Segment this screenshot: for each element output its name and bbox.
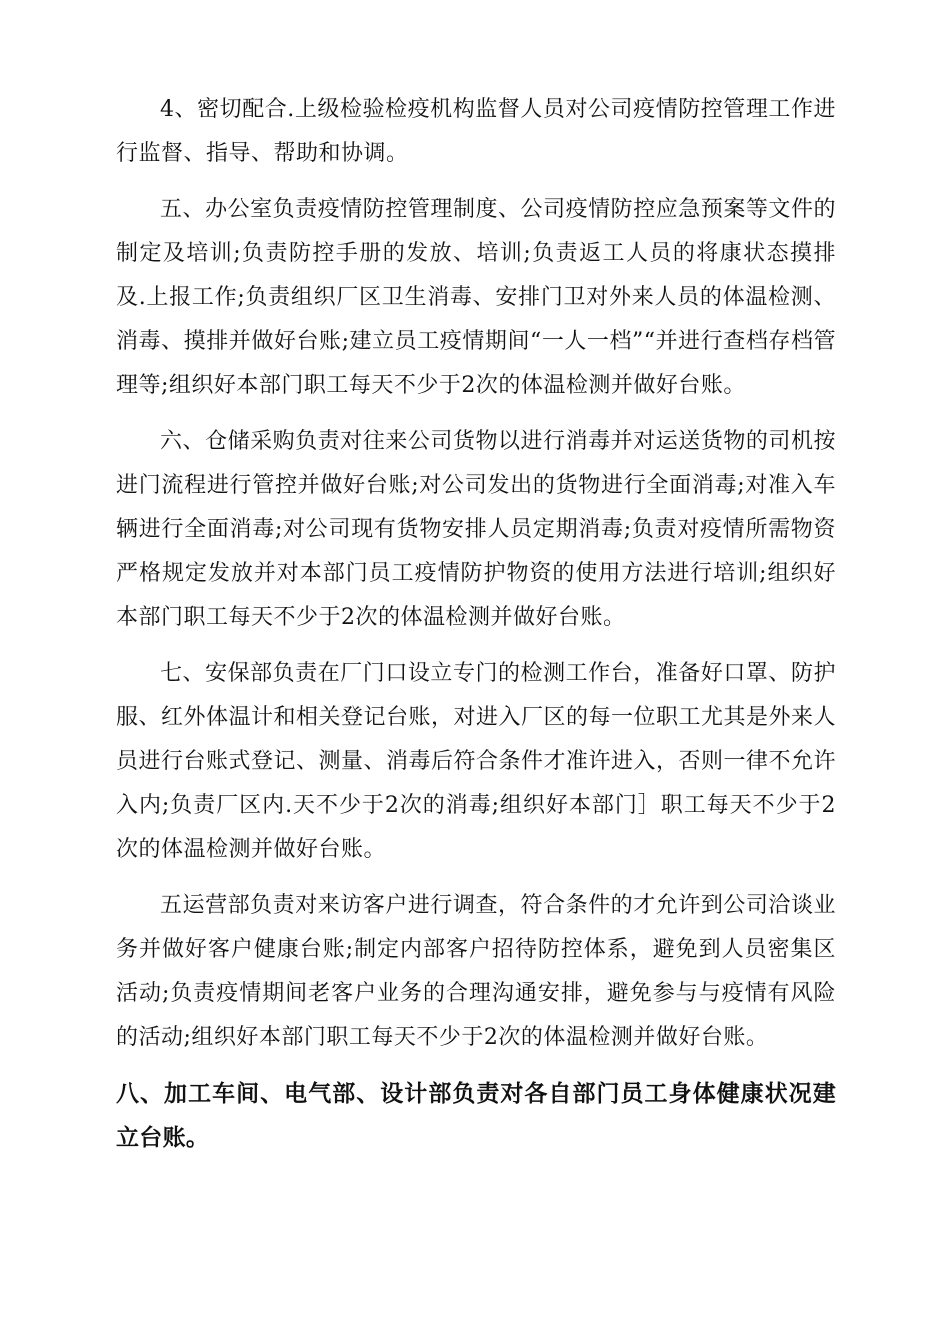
section-heading-workshop: 八、加工车间、电气部、设计部负责对各自部门员工身体健康状况建立台账。 (116, 1081, 836, 1151)
paragraph-warehouse-duties: 六、仓储采购负责对往来公司货物以进行消毒并对运送货物的司机按进门流程进行管控并做好台账;对公司发出的货物进行全面消毒;对准入车辆进行全面消毒;对公司现有货物安排人员定期消毒;负责对疫情所需物资严格规定发放并对本部门员工疫情防护物资的使用方法进行培训;组织好本部门职工每天不少于2次的体温检测并做好台账。 (116, 429, 836, 630)
paragraph-cooperation: 4、密切配合.上级检验检疫机构监督人员对公司疫情防控管理工作进行监督、指导、帮助和协调。 (116, 97, 836, 166)
paragraph-operations-duties: 五运营部负责对来访客户进行调查，符合条件的才允许到公司洽谈业务并做好客户健康台账;制定内部客户招待防控体系，避免到人员密集区活动;负责疫情期间老客户业务的合理沟通安排，避免参与与疫情有风险的活动;组织好本部门职工每天不少于2次的体温检测并做好台账。 (116, 893, 836, 1050)
paragraph-office-duties: 五、办公室负责疫情防控管理制度、公司疫情防控应急预案等文件的制定及培训;负责防控手册的发放、培训;负责返工人员的将康状态摸排及.上报工作;负责组织厂区卫生消毒、安排门卫对外来人员的体温检测、消毒、摸排并做好台账;建立员工疫情期间“一人一档”“并进行查档存档管理等;组织好本部门职工每天不少于2次的体温检测并做好台账。 (116, 197, 836, 398)
paragraph-security-duties: 七、安保部负责在厂门口设立专门的检测工作台，准备好口罩、防护服、红外体温计和相关登记台账，对进入厂区的每一位职工尤其是外来人员进行台账式登记、测量、消毒后符合条件才准许进入，否则一律不允许入内;负责厂区内.天不少于2次的消毒;组织好本部门］职工每天不少于2次的体温检测并做好台账。 (116, 661, 837, 862)
document-page (116, 88, 836, 1172)
